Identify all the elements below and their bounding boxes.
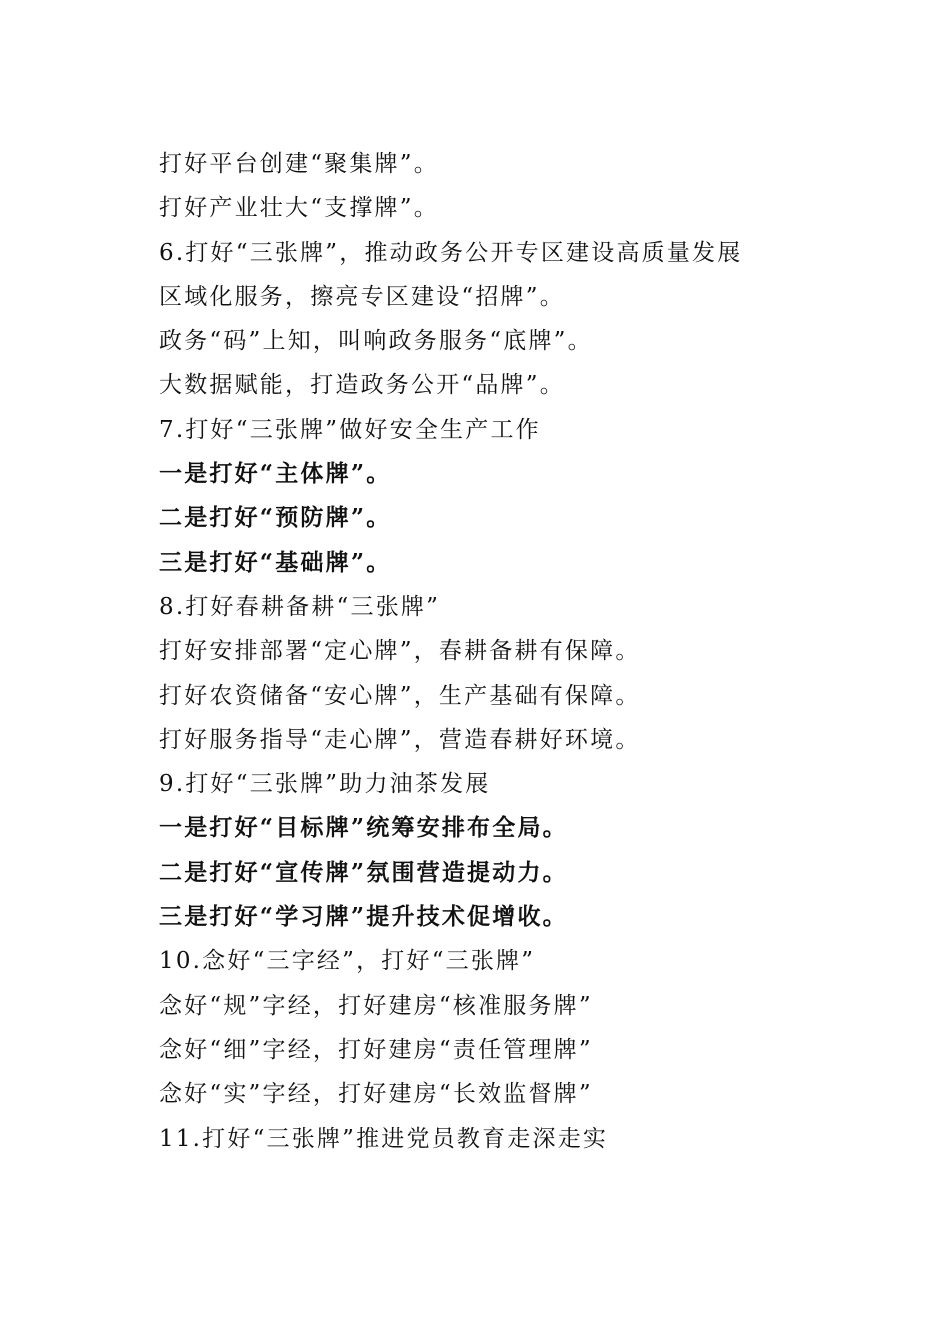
- bold-text-line: 三是打好“基础牌”。: [159, 548, 392, 576]
- section-heading: 7.打好“三张牌”做好安全生产工作: [159, 416, 541, 443]
- text-line: 念好“细”字经，打好建房“责任管理牌”: [159, 1036, 593, 1063]
- text-line: 政务“码”上知，叫响政务服务“底牌”。: [159, 328, 593, 355]
- bold-text-line: 二是打好“预防牌”。: [159, 504, 392, 532]
- section-heading: 8.打好春耕备耕“三张牌”: [159, 593, 441, 620]
- bold-text-line: 三是打好“学习牌”提升技术促增收。: [159, 903, 568, 931]
- text-line: 念好“实”字经，打好建房“长效监督牌”: [159, 1081, 593, 1108]
- bold-text-line: 一是打好“主体牌”。: [159, 460, 392, 488]
- bold-text-line: 一是打好“目标牌”统筹安排布全局。: [159, 814, 568, 842]
- text-line: 打好产业壮大“支撑牌”。: [159, 195, 439, 222]
- section-heading: 11.打好“三张牌”推进党员教育走深走实: [159, 1125, 609, 1152]
- text-line: 念好“规”字经，打好建房“核准服务牌”: [159, 992, 593, 1019]
- text-line: 打好农资储备“安心牌”，生产基础有保障。: [159, 682, 641, 709]
- text-line: 打好服务指导“走心牌”，营造春耕好环境。: [159, 726, 641, 753]
- text-line: 区域化服务，擦亮专区建设“招牌”。: [159, 283, 565, 310]
- section-heading: 6.打好“三张牌”，推动政务公开专区建设高质量发展: [159, 239, 743, 266]
- section-heading: 10.念好“三字经”，打好“三张牌”: [159, 948, 536, 975]
- section-heading: 9.打好“三张牌”助力油茶发展: [159, 771, 491, 798]
- text-line: 打好平台创建“聚集牌”。: [159, 151, 439, 177]
- text-line: 打好安排部署“定心牌”，春耕备耕有保障。: [159, 638, 641, 665]
- text-line: 大数据赋能，打造政务公开“品牌”。: [159, 372, 565, 399]
- document-body: [159, 142, 859, 1161]
- bold-text-line: 二是打好“宣传牌”氛围营造提动力。: [159, 858, 568, 886]
